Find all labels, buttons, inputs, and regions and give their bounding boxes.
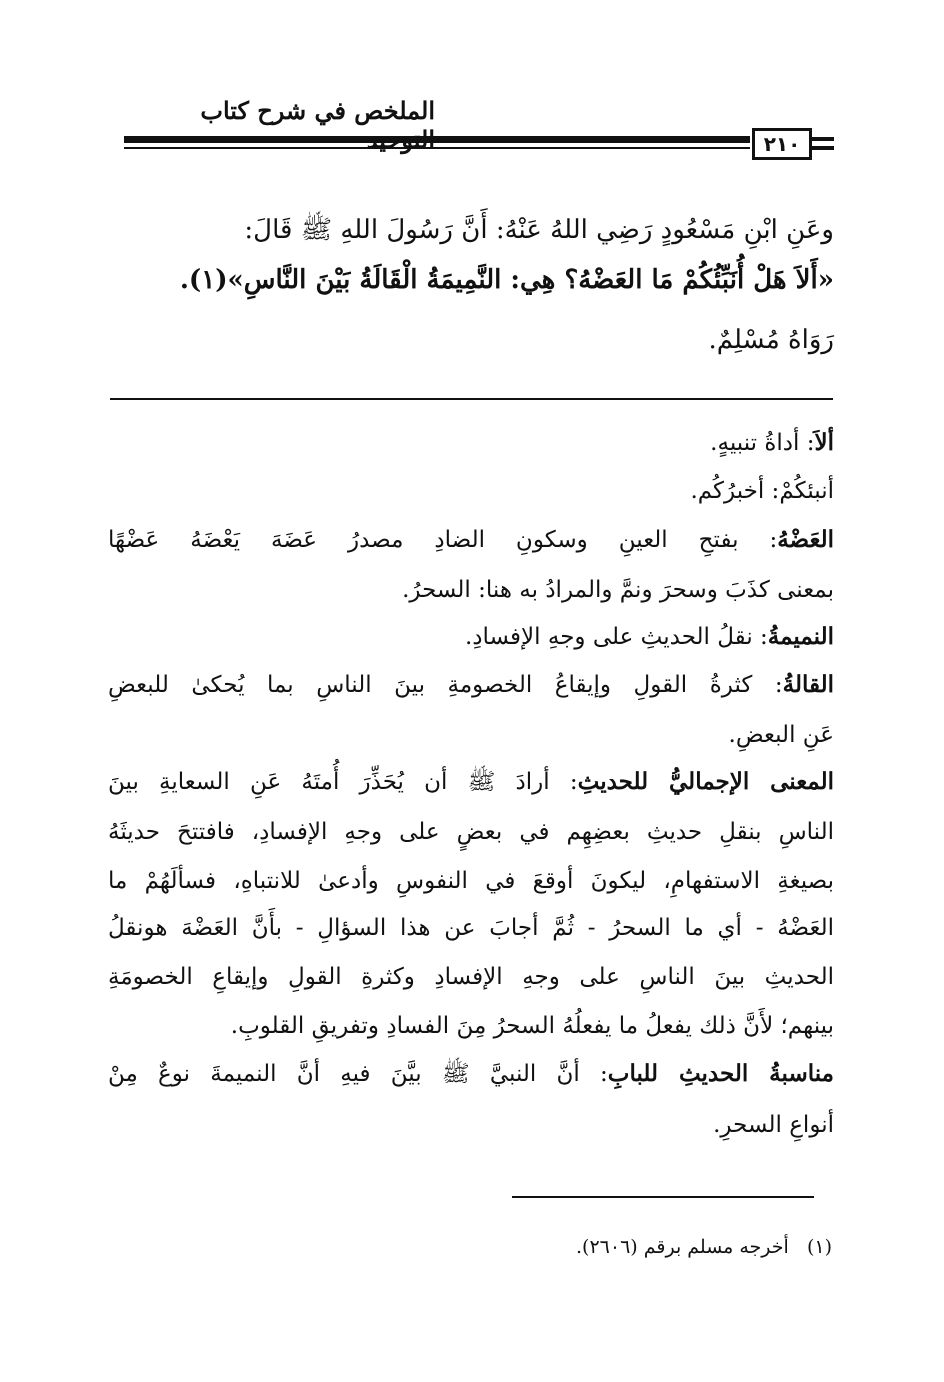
glossary-term: القالةُ xyxy=(782,671,834,698)
header-rule-thin xyxy=(124,147,750,149)
glossary-definition-continued: بمعنى كذَبَ وسحرَ ونمَّ والمرادُ به هنا: السحرُ. xyxy=(402,577,834,603)
paragraph-line: العَضْهُ - أي ما السحرُ - ثُمَّ أجابَ عن هذا السؤالِ - بأَنَّ العَضْهَ هونقلُ xyxy=(108,915,834,941)
glossary-term: النميمةُ xyxy=(767,623,834,650)
section-heading: المعنى الإجماليُّ للحديثِ xyxy=(577,768,834,795)
header-rule-thick xyxy=(124,136,750,143)
glossary-term: ألاَ xyxy=(814,429,834,456)
section-divider xyxy=(110,398,833,400)
page-number-ornament xyxy=(812,137,834,141)
paragraph-line: الناسِ بنقلِ حديثِ بعضِهِم في بعضٍ على وجهِ الإفسادِ، فافتتحَ حديثَهُ xyxy=(108,819,834,845)
glossary-entry xyxy=(710,424,834,462)
hadith-text: «أَلاَ هَلْ أُنَبِّئُكُمْ مَا العَضْهُ؟ هِي: النَّمِيمَةُ الْقَالَةُ بَيْنَ النَّاسِ»(١). xyxy=(179,265,834,295)
glossary-definition: : بفتحِ العينِ وسكونِ الضادِ مصدرُ عَضَهَ يَعْضَهُ عَضْهًا xyxy=(108,527,778,553)
page-number: ٢١٠ xyxy=(752,128,812,160)
hadith-source: رَوَاهُ مُسْلِمٌ. xyxy=(708,325,834,355)
glossary-definition: : كثرةُ القولِ وإيقاعُ الخصومةِ بينَ الناسِ بما يُحكىٰ للبعضِ xyxy=(108,672,783,698)
glossary-definition: : أداةُ تنبيهٍ. xyxy=(710,430,815,456)
paragraph-line: أنواعِ السحرِ. xyxy=(713,1112,834,1138)
footnote-number: (١) xyxy=(806,1236,832,1258)
glossary-entry xyxy=(108,521,834,559)
paragraph-line: الحديثِ بينَ الناسِ على وجهِ الإفسادِ وكثرةِ القولِ وإيقاعِ الخصومَةِ xyxy=(108,964,834,990)
glossary-entry xyxy=(690,472,834,510)
paragraph-line: بصيغةِ الاستفهامِ، ليكونَ أوقعَ في النفوسِ وأدعىٰ للانتباهِ، فسألَهُمْ ما xyxy=(108,868,834,894)
hadith-line: وعَنِ ابْنِ مَسْعُودٍ رَضِي اللهُ عَنْهُ: أَنَّ رَسُولَ اللهِ ﷺ قَالَ: xyxy=(244,215,834,245)
page-number-ornament xyxy=(812,146,834,150)
paragraph-text: : أرادَ ﷺ أن يُحَذِّرَ أُمتَهُ عَنِ السعايةِ بينَ xyxy=(108,769,578,795)
footnote-text: أخرجه مسلم برقم (٢٦٠٦). xyxy=(576,1236,789,1258)
section-heading: مناسبةُ الحديثِ للبابِ xyxy=(607,1060,834,1087)
glossary-term: العَضْهُ xyxy=(777,526,834,553)
glossary-definition: : نقلُ الحديثِ على وجهِ الإفسادِ. xyxy=(464,624,768,650)
general-meaning-paragraph xyxy=(108,763,834,801)
glossary-term: أنبئكُمْ xyxy=(779,478,834,504)
glossary-definition-continued: عَنِ البعضِ. xyxy=(728,722,834,748)
paragraph-text: : أنَّ النبيَّ ﷺ بيَّنَ فيهِ أنَّ النميمةَ نوعٌ مِنْ xyxy=(108,1061,608,1087)
footnote-rule xyxy=(512,1196,814,1198)
glossary-definition: : أخبرُكُم. xyxy=(690,478,780,504)
running-title: الملخص في شرح كتاب xyxy=(200,96,435,125)
relevance-paragraph xyxy=(108,1055,834,1093)
footnote xyxy=(576,1232,832,1262)
glossary-entry xyxy=(108,666,834,704)
paragraph-line: بينهم؛ لأَنَّ ذلك يفعلُ ما يفعلُهُ السحرُ مِنَ الفسادِ وتفريقِ القلوبِ. xyxy=(230,1013,834,1039)
glossary-entry xyxy=(465,618,834,656)
